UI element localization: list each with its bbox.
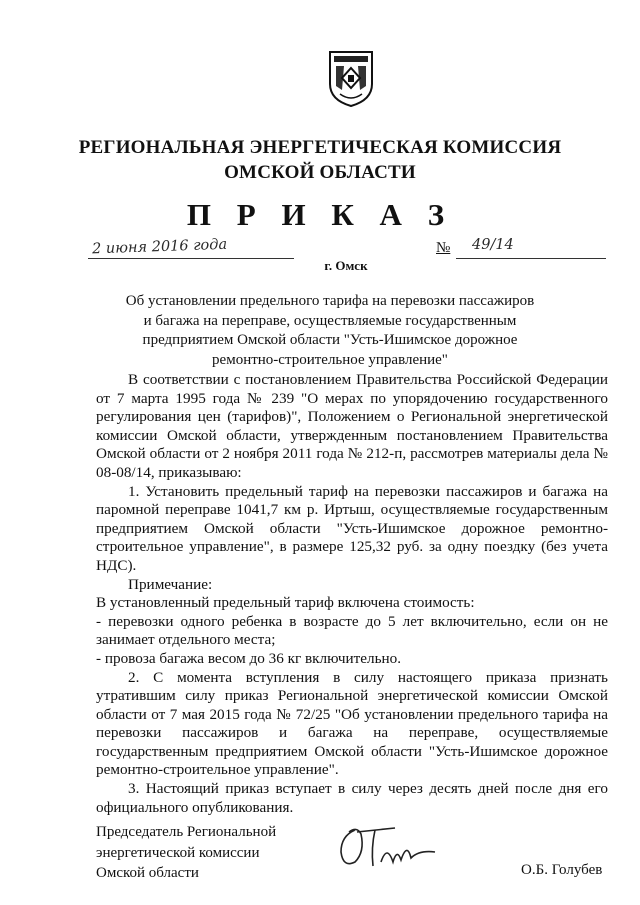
signatory-position	[96, 822, 276, 884]
position-line: Председатель Региональной	[96, 824, 277, 840]
subject-line: ремонтно-строительное управление"	[212, 351, 448, 368]
organization-title: РЕГИОНАЛЬНАЯ ЭНЕРГЕТИЧЕСКАЯ КОМИССИЯ	[78, 137, 562, 158]
coat-of-arms-icon	[328, 50, 374, 108]
note-baggage-item: - провоза багажа весом до 36 кг включительно.	[96, 649, 402, 667]
item-2-paragraph: 2. С момента вступления в силу настоящего приказа признать утратившим силу приказ Региональной энергетической комиссии Омской области от 7 мая 2015 года № 72/25 "Об установлении предельного тарифа на перевозки пассажиров и багажа на переправе, осуществляемые государственным предприятием Омской области "Усть-Ишимское дорожное ремонтно-строительное управление".	[96, 668, 608, 779]
handwritten-date: 2 июня 2016 года	[91, 236, 228, 258]
position-line: энергетической комиссии	[96, 844, 260, 861]
preamble-paragraph: В соответствии с постановлением Правительства Российской Федерации от 7 марта 1995 года № 239 "О мерах по упорядочению государственного регулирования цен (тарифов)", Положением о Региональной энергетической комиссии Омской области, утвержденным постановлением Правительства Омской области от 2 ноября 2011 года № 212-п, рассмотрев материалы дела № 08-08/14, приказываю:	[96, 371, 608, 481]
signatory-name: О.Б. Голубев	[521, 862, 603, 878]
organization-region: ОМСКОЙ ОБЛАСТИ	[224, 162, 416, 183]
note-child-item: - перевозки одного ребенка в возрасте до 5 лет включительно, если он не занимает отдельного места;	[96, 612, 608, 649]
item-1-paragraph: 1. Установить предельный тариф на перевозки пассажиров и багажа на паромной переправе 1041,7 км р. Иртыш, осуществляемые государственным предприятием Омской области "Усть-Ишимское дорожное ремонтно-строительное управление", в размере 125,32 руб. за одну поездку (без учета НДС).	[96, 482, 608, 574]
handwritten-number: 49/14	[472, 237, 514, 253]
note-intro: В установленный предельный тариф включена стоимость:	[96, 594, 475, 612]
document-type-heading: П Р И К А З	[186, 197, 454, 232]
city-label: г. Омск	[324, 258, 368, 273]
note-title: Примечание:	[128, 575, 213, 593]
subject-line: Об установлении предельного тарифа на перевозки пассажиров	[125, 293, 535, 309]
position-line: Омской области	[96, 865, 199, 881]
order-subject	[100, 292, 560, 370]
subject-line: и багажа на переправе, осуществляемые государственным	[143, 312, 517, 329]
item-3-paragraph: 3. Настоящий приказ вступает в силу через десять дней после дня его официального опубликования.	[96, 780, 608, 816]
handwritten-signature-icon	[335, 822, 445, 872]
order-body	[96, 371, 608, 817]
subject-line: предприятием Омской области "Усть-Ишимское дорожное	[142, 332, 518, 348]
number-label: №	[436, 240, 451, 256]
